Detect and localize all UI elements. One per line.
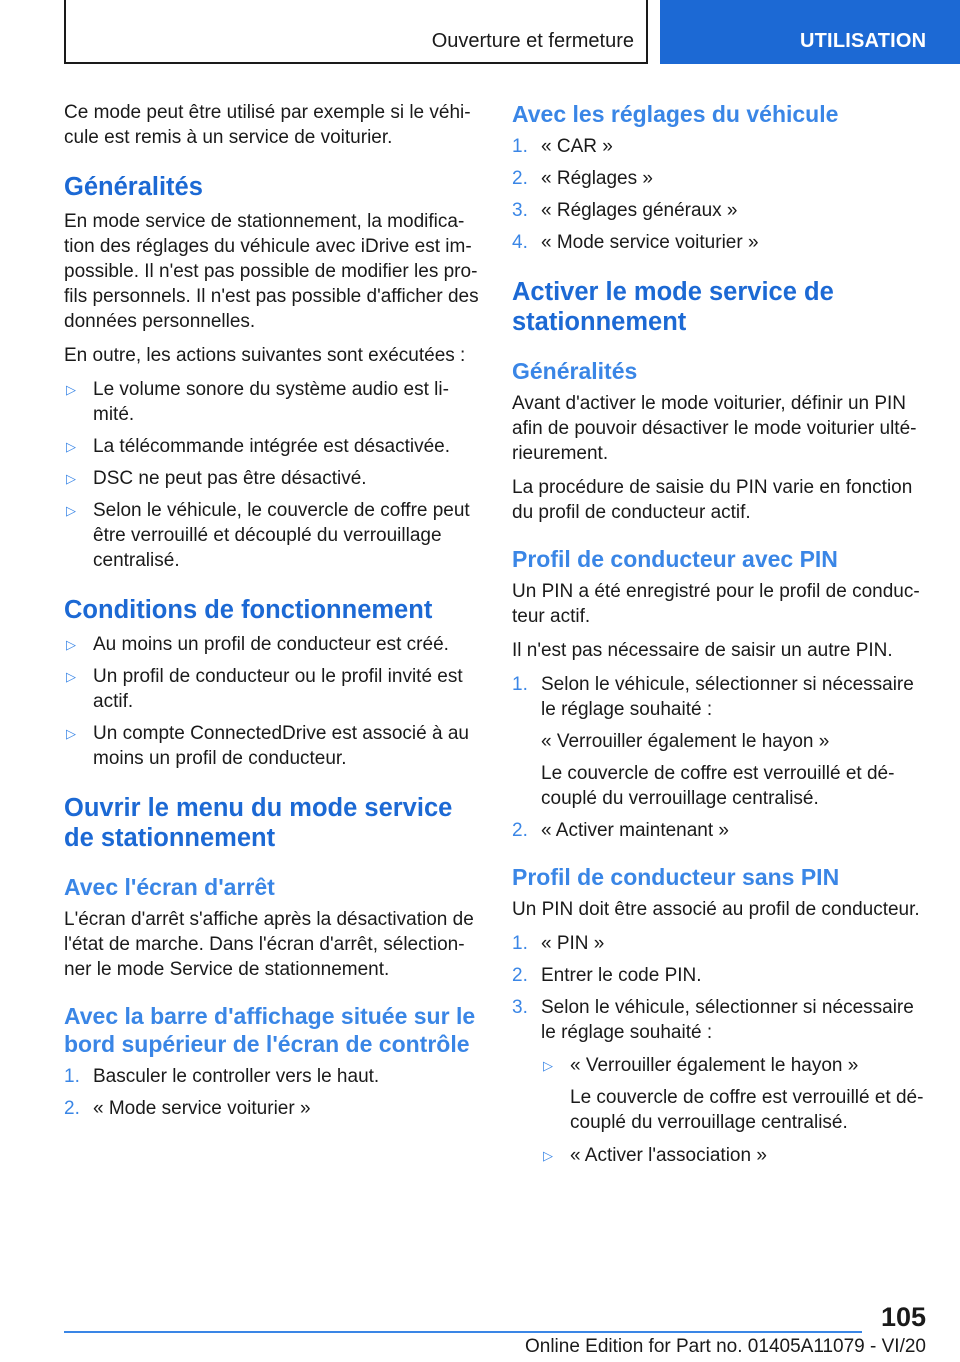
list-item — [512, 931, 930, 956]
paragraph: Un PIN doit être associé au profil de conducteur. — [512, 899, 920, 920]
numbered-list — [512, 931, 930, 1168]
list-item-text: « Réglages » — [541, 168, 653, 189]
list-item — [512, 166, 930, 191]
list-item-text: « Réglages généraux » — [541, 200, 738, 221]
bullet-triangle-icon: ▷ — [543, 1148, 553, 1163]
bullet-list — [64, 377, 482, 573]
list-item — [64, 664, 482, 714]
subheading-barre-affichage: Avec la barre d'affichage située sur le bord supérieur de l'écran de contrôle — [64, 1003, 476, 1057]
bullet-triangle-icon: ▷ — [66, 669, 76, 684]
subheading-ecran-arret: Avec l'écran d'arrêt — [64, 874, 275, 900]
list-item — [512, 198, 930, 223]
nested-bullet-list — [541, 1053, 930, 1168]
bullet-triangle-icon: ▷ — [66, 439, 76, 454]
paragraph: En mode service de stationnement, la modification des réglages du véhicule avec iDrive est impossible. Il n'est pas possible de modifier les profils personnels. Il n'est pas possible d'afficher des données personnelles. — [64, 211, 479, 332]
list-item — [512, 818, 930, 843]
list-item-text: « Activer maintenant » — [541, 820, 729, 841]
step-number: 2. — [512, 820, 528, 841]
paragraph: La procédure de saisie du PIN varie en fonction du profil de conducteur actif. — [512, 477, 913, 523]
heading-ouvrir-menu: Ouvrir le menu du mode service de stationnement — [64, 794, 453, 852]
header-section-box — [64, 0, 648, 64]
list-item — [64, 498, 482, 573]
list-item-text: Selon le véhicule, le couvercle de coffre peut être verrouillé et découplé du verrouillage centralisé. — [93, 500, 470, 571]
intro-paragraph: Ce mode peut être utilisé par exemple si le véhicule est remis à un service de voiturier. — [64, 102, 471, 148]
step-number: 1. — [512, 136, 528, 157]
subheading-reglages-vehicule: Avec les réglages du véhicule — [512, 101, 839, 127]
list-item-text: Un compte ConnectedDrive est associé à au moins un profil de conducteur. — [93, 723, 469, 769]
step-number: 1. — [512, 674, 528, 695]
footer-divider — [64, 1331, 862, 1333]
list-item-text: « PIN » — [541, 933, 605, 954]
heading-activer-mode: Activer le mode service de stationnement — [512, 278, 834, 336]
page-number: 105 — [880, 1302, 926, 1332]
list-item — [512, 963, 930, 988]
list-item — [64, 434, 482, 459]
list-item — [64, 1064, 482, 1089]
list-item-text: « CAR » — [541, 136, 613, 157]
list-item-text: « Mode service voiturier » — [93, 1098, 311, 1119]
list-item — [64, 632, 482, 657]
header-section-title: Ouverture et fermeture — [431, 30, 634, 52]
header-chapter-tab — [660, 0, 960, 64]
list-item-text: « Mode service voiturier » — [541, 232, 759, 253]
list-item — [512, 672, 930, 811]
step-number: 2. — [64, 1098, 80, 1119]
bullet-list — [64, 632, 482, 771]
list-item-text: Selon le véhicule, sélectionner si nécessaire le réglage souhaité : — [541, 997, 914, 1043]
paragraph: Il n'est pas nécessaire de saisir un autre PIN. — [512, 640, 893, 661]
list-item — [64, 721, 482, 771]
subheading-profil-sans-pin: Profil de conducteur sans PIN — [512, 864, 840, 890]
step-number: 3. — [512, 200, 528, 221]
list-item — [512, 995, 930, 1168]
option-note: Le couvercle de coffre est verrouillé et découplé du verrouillage centralisé. — [541, 763, 895, 809]
bullet-triangle-icon: ▷ — [543, 1058, 553, 1073]
list-item-text: Basculer le controller vers le haut. — [93, 1066, 380, 1087]
paragraph: L'écran d'arrêt s'affiche après la désactivation de l'état de marche. Dans l'écran d'arrêt, sélectionner le mode Service de stationnement. — [64, 909, 474, 980]
list-item-text: Le volume sonore du système audio est limité. — [93, 379, 449, 425]
list-item — [64, 377, 482, 427]
numbered-list — [512, 134, 930, 255]
header-chapter-title: UTILISATION — [800, 30, 927, 52]
footer-edition: Online Edition for Part no. 01405A11079 - VI/20 — [524, 1336, 926, 1357]
step-number: 2. — [512, 168, 528, 189]
paragraph: En outre, les actions suivantes sont exécutées : — [64, 345, 466, 366]
step-number: 1. — [64, 1066, 80, 1087]
option-label: « Verrouiller également le hayon » — [541, 731, 830, 752]
list-item — [541, 1053, 930, 1135]
step-number: 3. — [512, 997, 528, 1018]
numbered-list — [512, 672, 930, 843]
heading-generalites: Généralités — [64, 173, 203, 201]
bullet-triangle-icon: ▷ — [66, 382, 76, 397]
list-item-text: DSC ne peut pas être désactivé. — [93, 468, 367, 489]
list-item-text: « Activer l'association » — [570, 1145, 767, 1166]
step-number: 2. — [512, 965, 528, 986]
list-item-text: « Verrouiller également le hayon » — [570, 1055, 859, 1076]
left-column — [64, 100, 482, 1128]
list-item-text: Selon le véhicule, sélectionner si nécessaire le réglage souhaité : — [541, 674, 914, 720]
right-column — [512, 100, 930, 1176]
step-number: 1. — [512, 933, 528, 954]
subheading-generalites: Généralités — [512, 358, 638, 384]
list-item-text: Au moins un profil de conducteur est créé. — [93, 634, 449, 655]
subheading-profil-avec-pin: Profil de conducteur avec PIN — [512, 546, 838, 572]
list-item-text: Un profil de conducteur ou le profil invité est actif. — [93, 666, 463, 712]
list-item — [512, 230, 930, 255]
list-item — [64, 1096, 482, 1121]
list-item — [64, 466, 482, 491]
paragraph: Avant d'activer le mode voiturier, définir un PIN afin de pouvoir désactiver le mode voiturier ultérieurement. — [512, 393, 917, 464]
heading-conditions: Conditions de fonctionnement — [64, 596, 433, 624]
list-item — [512, 134, 930, 159]
bullet-triangle-icon: ▷ — [66, 503, 76, 518]
bullet-triangle-icon: ▷ — [66, 637, 76, 652]
bullet-triangle-icon: ▷ — [66, 726, 76, 741]
numbered-list — [64, 1064, 482, 1121]
list-item-text: Entrer le code PIN. — [541, 965, 702, 986]
option-note: Le couvercle de coffre est verrouillé et découplé du verrouillage centralisé. — [570, 1087, 924, 1133]
paragraph: Un PIN a été enregistré pour le profil de conducteur actif. — [512, 581, 920, 627]
list-item-text: La télécommande intégrée est désactivée. — [93, 436, 450, 457]
step-number: 4. — [512, 232, 528, 253]
bullet-triangle-icon: ▷ — [66, 471, 76, 486]
list-item — [541, 1143, 930, 1168]
